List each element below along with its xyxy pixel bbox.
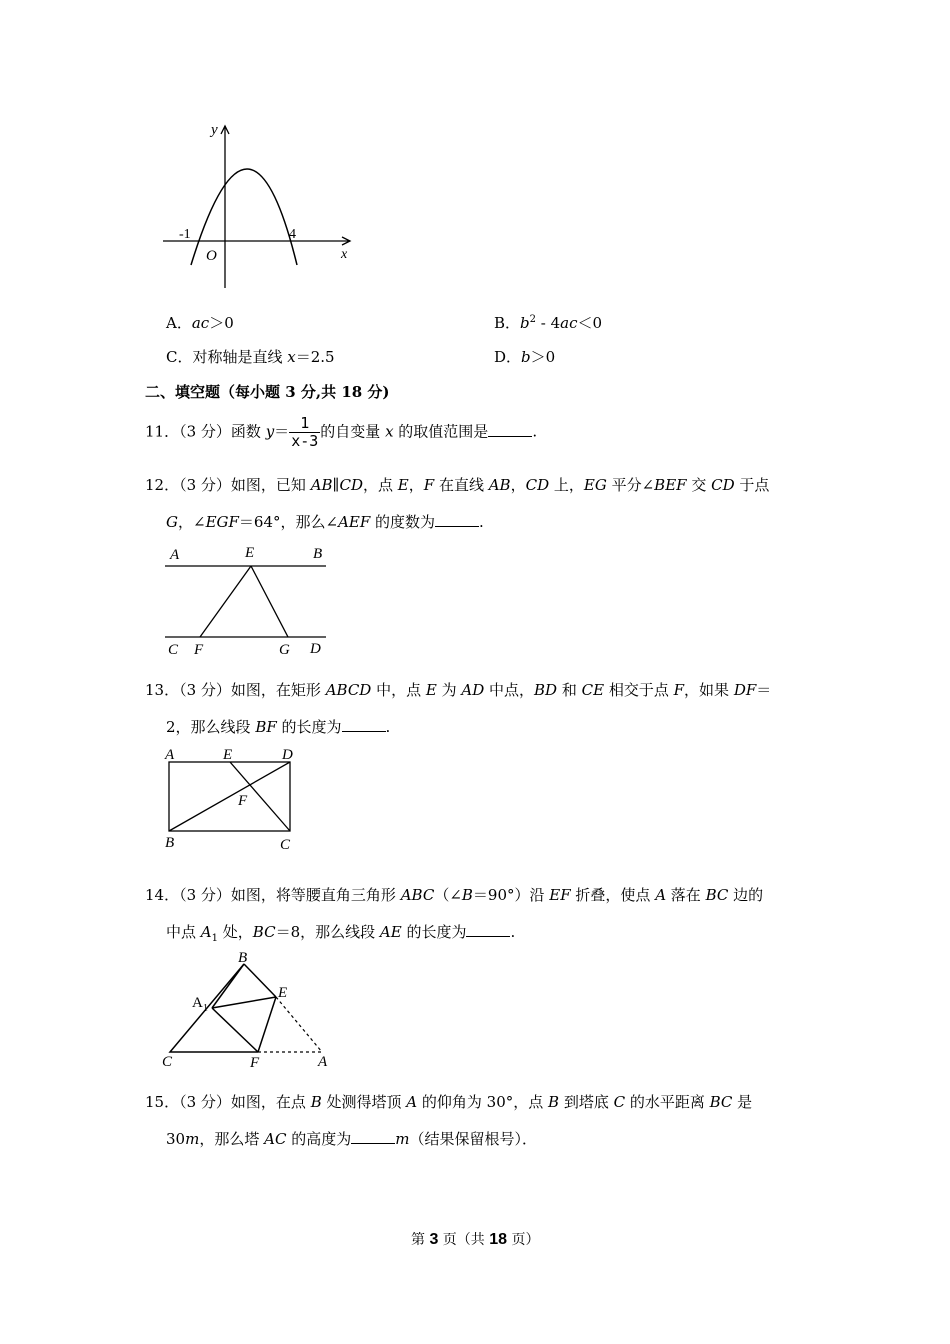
q10-option-d: D．b＞0 (494, 348, 556, 366)
svg-text:A: A (192, 995, 203, 1011)
svg-text:C: C (162, 1054, 173, 1070)
fraction: $\frac{1}{x-3}$ (291, 414, 319, 450)
svg-text:E: E (278, 985, 288, 1001)
q10-option-b: B．$b^2 - 4ac<0$ (494, 314, 603, 332)
q14-figure (158, 948, 338, 1072)
question-15-line2: 30m，那么塔 AC 的高度为 m（结果保留根号）． (166, 1130, 537, 1148)
svg-text:F: F (238, 793, 248, 809)
svg-text:1: 1 (203, 1003, 208, 1014)
svg-text:F: F (250, 1055, 260, 1071)
question-14-line2: 中点 $A_1$ 处，BC＝8，那么线段 AE 的长度为 . (166, 923, 516, 944)
question-12-line2: G，∠EGF＝64°，那么∠AEF 的度数为 . (166, 513, 484, 531)
question-14-line1: 14．（3 分）如图，将等腰直角三角形 ABC（∠B＝90°）沿 EF 折叠，使点 A 落在 BC 边的 (145, 886, 764, 904)
answer-blank (466, 924, 510, 937)
svg-text:C: C (168, 642, 179, 658)
svg-text:A: A (170, 547, 180, 563)
svg-text:B: B (165, 835, 175, 851)
answer-blank (342, 719, 386, 732)
svg-text:G: G (279, 642, 290, 658)
svg-text:B: B (313, 546, 323, 562)
svg-text:E: E (245, 545, 255, 561)
svg-text:A: A (318, 1054, 328, 1070)
q10-option-a: A．ac＞0 (166, 314, 234, 332)
svg-text:D: D (310, 641, 321, 657)
origin-label: O (206, 248, 217, 264)
svg-text:D: D (282, 747, 293, 763)
svg-text:C: C (280, 837, 291, 853)
answer-blank (488, 424, 532, 437)
q10-parabola-graph (155, 118, 365, 293)
question-13-line1: 13．（3 分）如图，在矩形 ABCD 中，点 E 为 AD 中点，BD 和 CE 相交于点 F，如果 DF＝ (145, 681, 772, 699)
q13-figure (160, 742, 305, 854)
svg-text:E: E (223, 747, 233, 763)
question-11: 11．（3 分）函数 y＝ $\frac{1}{x-3}$ 的自变量 x 的取值范围是 . (145, 414, 538, 450)
right-root-label: 4 (289, 227, 296, 242)
answer-blank (351, 1131, 395, 1144)
q10-option-c: C．对称轴是直线 x＝2.5 (166, 348, 335, 366)
page-footer: 第 3 页（共 18 页） (411, 1231, 540, 1248)
left-root-label: -1 (179, 227, 191, 242)
question-12-line1: 12．（3 分）如图，已知 AB∥CD，点 E，F 在直线 AB，CD 上，EG 平分∠BEF 交 CD 于点 (145, 476, 770, 494)
question-15-line1: 15．（3 分）如图，在点 B 处测得塔顶 A 的仰角为 30°，点 B 到塔底 C 的水平距离 BC 是 (145, 1093, 753, 1111)
y-axis-label: y (211, 122, 218, 138)
section-title: 二、填空题（每小题 3 分,共 18 分) (145, 383, 390, 401)
svg-text:F: F (194, 642, 204, 658)
question-13-line2: 2，那么线段 BF 的长度为 . (166, 718, 391, 736)
q12-figure (160, 542, 335, 660)
svg-text:A: A (165, 747, 175, 763)
svg-text:B: B (238, 950, 248, 966)
answer-blank (435, 514, 479, 527)
x-axis-label: x (341, 247, 348, 262)
